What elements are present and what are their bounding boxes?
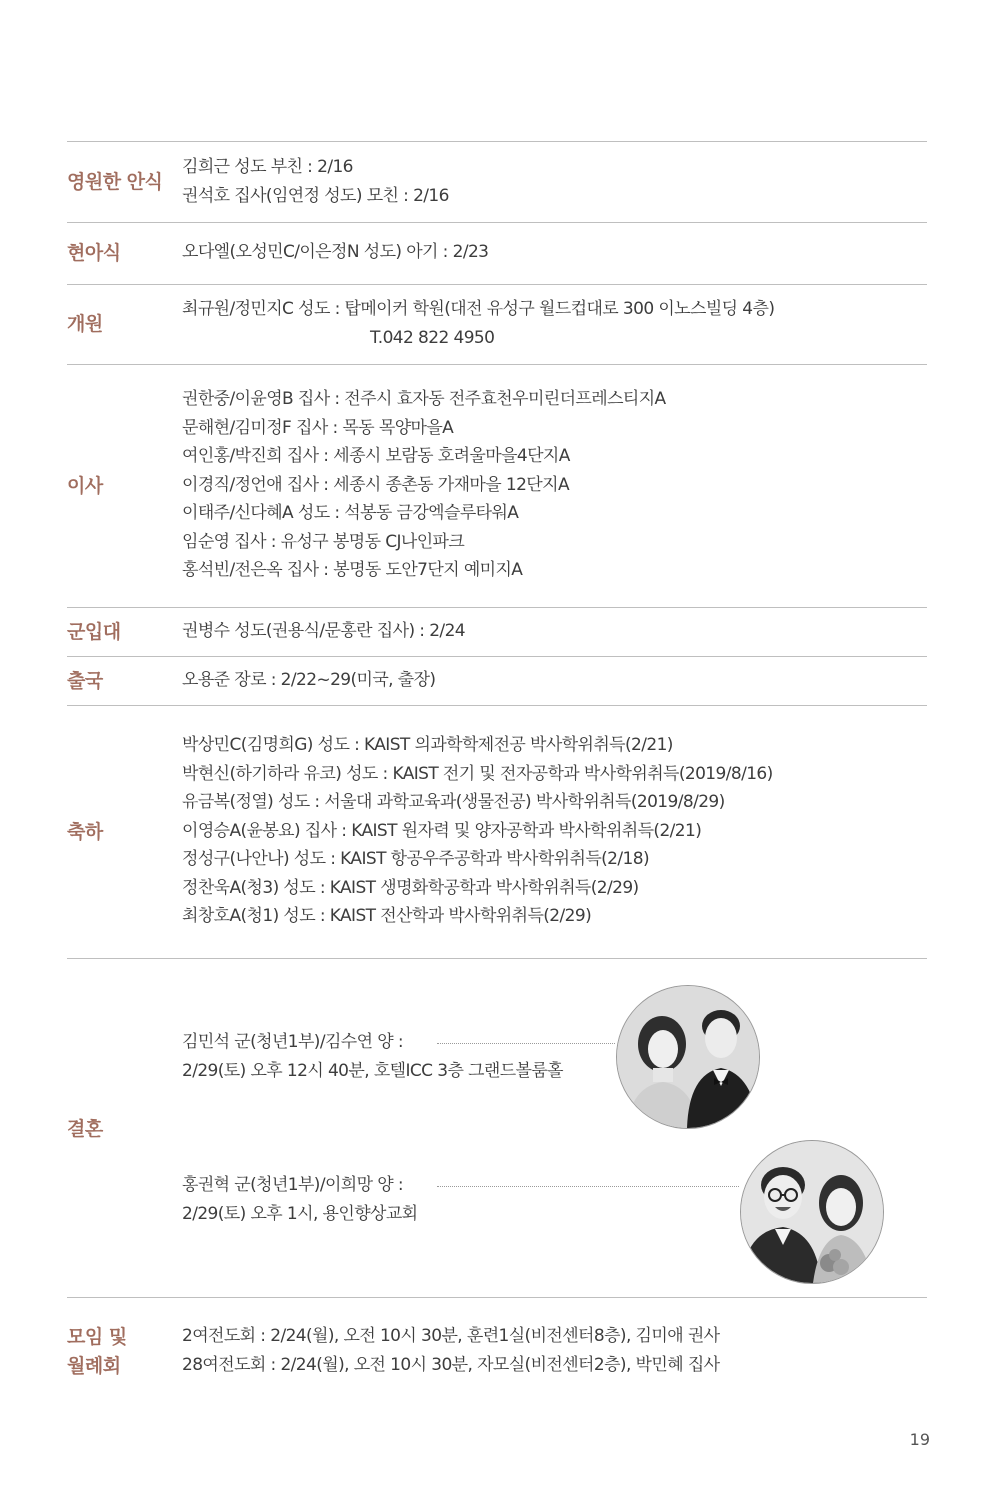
section-label-abroad: 출국 xyxy=(67,670,103,692)
list-item: 오용준 장로 : 2/22~29(미국, 출장) xyxy=(182,670,436,690)
list-item: 정성구(나안나) 성도 : KAIST 항공우주공학과 박사학위취득(2/18) xyxy=(182,849,649,869)
divider xyxy=(67,656,927,657)
couple-photo xyxy=(616,985,760,1129)
dotted-leader xyxy=(437,1186,739,1187)
section-label-opening: 개원 xyxy=(67,313,103,335)
list-item: T.042 822 4950 xyxy=(370,327,495,348)
list-item: 2여전도회 : 2/24(월), 오전 10시 30분, 훈련1실(비전센터8층), 김미애 권사 xyxy=(182,1326,720,1346)
label-line: 모임 및 xyxy=(67,1326,127,1348)
couple-names: 홍권혁 군(청년1부)/이희망 양 : xyxy=(182,1175,403,1195)
section-label-congrats: 축하 xyxy=(67,821,103,843)
section-body-abroad xyxy=(182,666,435,695)
list-item: 권병수 성도(권용식/문홍란 집사) : 2/24 xyxy=(182,621,465,641)
divider xyxy=(67,222,927,223)
section-body-opening xyxy=(182,295,774,352)
section-label-meetings xyxy=(67,1323,127,1381)
label-line: 월례회 xyxy=(67,1355,121,1377)
list-item: 권한중/이윤영B 집사 : 전주시 효자동 전주효천우미린더프레스티지A xyxy=(182,389,666,409)
list-item: 박상민C(김명희G) 성도 : KAIST 의과학학제전공 박사학위취득(2/21) xyxy=(182,735,673,755)
list-item: 문해현/김미정F 집사 : 목동 목양마을A xyxy=(182,417,454,438)
divider xyxy=(67,141,927,142)
section-label-wedding: 결혼 xyxy=(67,1118,103,1140)
section-label-memorial: 영원한 안식 xyxy=(67,171,163,193)
couple-names: 김민석 군(청년1부)/김수연 양 : xyxy=(182,1032,403,1052)
list-item: 홍석빈/전은옥 집사 : 봉명동 도안7단지 예미지A xyxy=(182,560,523,580)
section-label-dedication: 현아식 xyxy=(67,242,121,264)
couple-details: 2/29(토) 오후 12시 40분, 호텔ICC 3층 그랜드볼룸홀 xyxy=(182,1060,564,1081)
section-body-moving xyxy=(182,385,666,585)
divider xyxy=(67,607,927,608)
list-item: 최창호A(청1) 성도 : KAIST 전산학과 박사학위취득(2/29) xyxy=(182,906,592,926)
section-label-military: 군입대 xyxy=(67,621,121,643)
couple-photo xyxy=(740,1140,884,1284)
list-item: 이태주/신다혜A 성도 : 석봉동 금강엑슬루타워A xyxy=(182,503,519,523)
section-body-meetings xyxy=(182,1322,719,1379)
couple-photo-image xyxy=(617,986,759,1128)
list-item: 이경직/정언애 집사 : 세종시 종촌동 가재마을 12단지A xyxy=(182,474,569,495)
list-item: 박현신(하기하라 유코) 성도 : KAIST 전기 및 전자공학과 박사학위취득(2019/8/16) xyxy=(182,763,773,784)
divider xyxy=(67,364,927,365)
list-item: 유금복(정열) 성도 : 서울대 과학교육과(생물전공) 박사학위취득(2019/8/29) xyxy=(182,792,725,812)
dotted-leader xyxy=(437,1043,615,1044)
list-item: 28여전도회 : 2/24(월), 오전 10시 30분, 자모실(비전센터2층), 박민혜 집사 xyxy=(182,1354,720,1375)
list-item: 여인홍/박진희 집사 : 세종시 보람동 호려울마을4단지A xyxy=(182,446,570,466)
couple-details: 2/29(토) 오후 1시, 용인향상교회 xyxy=(182,1203,418,1224)
section-body-memorial xyxy=(182,153,449,210)
divider xyxy=(67,958,927,959)
divider xyxy=(67,1297,927,1298)
couple-photo-image xyxy=(741,1141,883,1283)
list-item: 김희근 성도 부친 : 2/16 xyxy=(182,157,353,177)
wedding-couple-1 xyxy=(182,1028,563,1085)
list-item: 권석호 집사(임연정 성도) 모친 : 2/16 xyxy=(182,185,449,206)
section-body-military xyxy=(182,617,465,646)
list-item: 이영승A(윤봉요) 집사 : KAIST 원자력 및 양자공학과 박사학위취득(2/21) xyxy=(182,820,702,841)
divider xyxy=(67,705,927,706)
list-item: 최규원/정민지C 성도 : 탑메이커 학원(대전 유성구 월드컵대로 300 이노스빌딩 4층) xyxy=(182,299,775,319)
section-label-moving: 이사 xyxy=(67,475,103,497)
list-item: 오다엘(오성민C/이은정N 성도) 아기 : 2/23 xyxy=(182,242,489,262)
page-number: 19 xyxy=(909,1430,930,1449)
divider xyxy=(67,284,927,285)
section-body-congrats xyxy=(182,731,773,931)
list-item: 임순영 집사 : 유성구 봉명동 CJ나인파크 xyxy=(182,531,465,552)
wedding-couple-2 xyxy=(182,1171,418,1228)
list-item: 정찬욱A(청3) 성도 : KAIST 생명화학공학과 박사학위취득(2/29) xyxy=(182,877,639,898)
section-body-dedication xyxy=(182,238,488,267)
